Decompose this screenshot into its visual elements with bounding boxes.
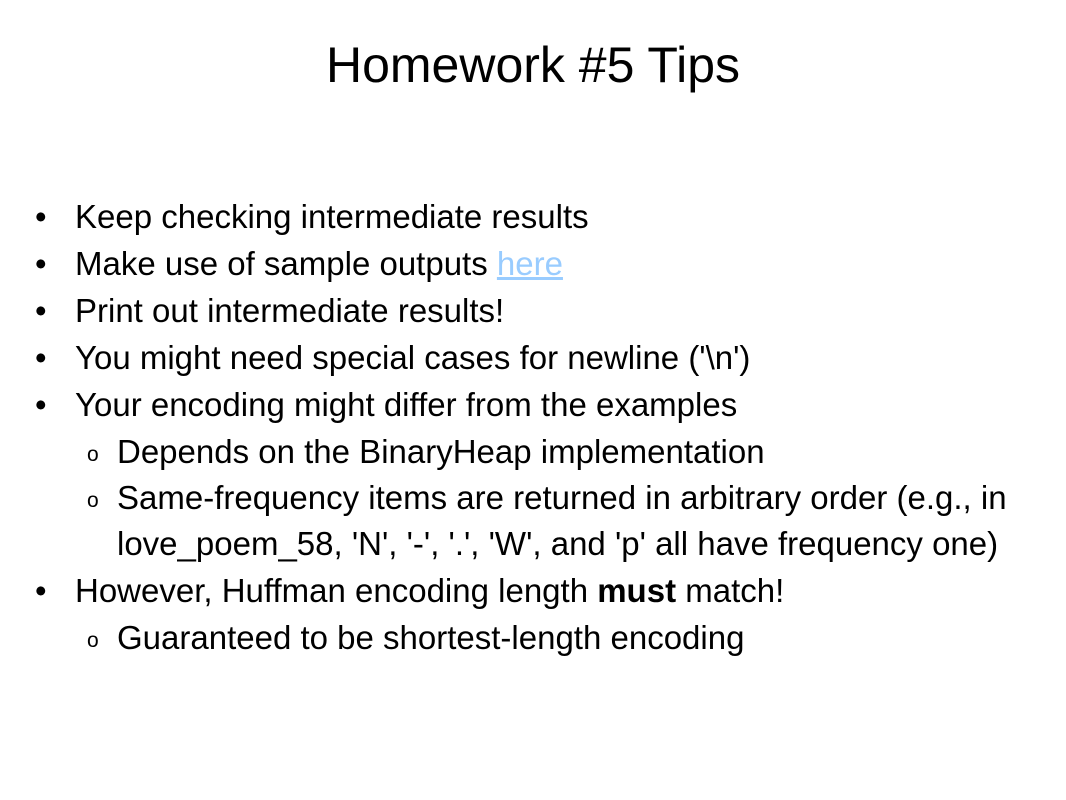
list-item-text: However, Huffman encoding length <box>75 572 598 609</box>
list-item-text: Print out intermediate results! <box>75 292 505 329</box>
list-item-text: Same-frequency items are returned in arbitrary order (e.g., in love_poem_58, 'N', '-', '.', 'W', and 'p' all have frequency one) <box>117 479 1007 562</box>
sub-list-item <box>0 475 1012 567</box>
list-item-text: match! <box>676 572 785 609</box>
sub-bullet-icon: o <box>87 443 99 466</box>
list-item-text: Make use of sample outputs <box>75 245 497 282</box>
list-item-text: Your encoding might differ from the examples <box>75 386 738 423</box>
list-item-text: You might need special cases for newline ('\n') <box>75 339 751 376</box>
bullet-icon: • <box>35 198 47 235</box>
list-item <box>0 193 1066 240</box>
list-item-text: Depends on the BinaryHeap implementation <box>117 433 765 470</box>
list-item <box>0 240 1066 287</box>
list-item-text: Keep checking intermediate results <box>75 198 589 235</box>
sub-list-item <box>0 614 1066 661</box>
sub-bullet-icon: o <box>87 629 99 652</box>
sub-bullet-icon: o <box>87 489 99 512</box>
list-item-text: Guaranteed to be shortest-length encoding <box>117 619 745 656</box>
list-item <box>0 381 1066 428</box>
slide-title: Homework #5 Tips <box>325 37 741 93</box>
list-item <box>0 567 1066 614</box>
bullet-icon: • <box>35 339 47 376</box>
sample-outputs-link[interactable]: here <box>496 245 563 282</box>
bullet-icon: • <box>35 572 47 609</box>
bullet-list <box>0 193 1066 661</box>
bullet-icon: • <box>35 386 47 423</box>
list-item <box>0 334 1066 381</box>
bullet-icon: • <box>35 292 47 329</box>
sub-list-item <box>0 428 1066 475</box>
emphasis-text: must <box>597 572 677 609</box>
list-item <box>0 287 1066 334</box>
bullet-icon: • <box>35 245 47 282</box>
